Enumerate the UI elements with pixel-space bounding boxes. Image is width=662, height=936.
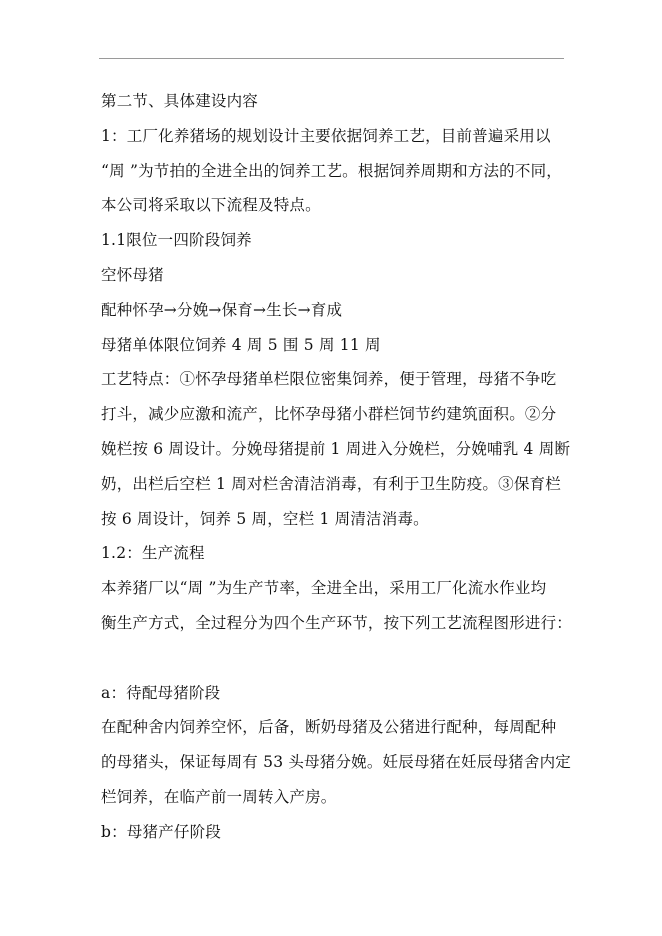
paragraph-line: 奶，出栏后空栏 1 周对栏舍清洁消毒，有利于卫生防疫。③保育栏 xyxy=(101,474,561,493)
paragraph-line: 打斗，减少应激和流产，比怀孕母猪小群栏饲节约建筑面积。②分 xyxy=(101,405,557,424)
header-rule xyxy=(99,58,564,59)
paragraph-line: 娩栏按 6 周设计。分娩母猪提前 1 周进入分娩栏，分娩哺乳 4 周断 xyxy=(101,439,571,458)
stage-heading: b：母猪产仔阶段 xyxy=(101,822,222,841)
paragraph-line: 母猪单体限位饲养 4 周 5 围 5 周 11 周 xyxy=(101,335,381,354)
paragraph-line: 的母猪头，保证每周有 53 头母猪分娩。妊辰母猪在妊辰母猪舍内定 xyxy=(101,753,571,772)
paragraph-line: 工艺特点：①怀孕母猪单栏限位密集饲养，便于管理，母猪不争吃 xyxy=(101,370,557,389)
paragraph-line: 空怀母猪 xyxy=(101,265,164,284)
blank-line xyxy=(101,641,571,676)
paragraph-line: 本公司将采取以下流程及特点。 xyxy=(101,196,321,215)
section-heading: 第二节、具体建设内容 xyxy=(101,92,259,110)
stage-heading: a：待配母猪阶段 xyxy=(101,683,221,702)
paragraph-line: 1：工厂化养猪场的规划设计主要依据饲养工艺，目前普遍采用以 xyxy=(101,126,551,145)
subsection-heading: 1.1限位一四阶段饲养 xyxy=(101,231,252,250)
paragraph-line: 本养猪厂以“周 ”为生产节率，全进全出，采用工厂化流水作业均 xyxy=(101,579,547,598)
process-flow-line: 配种怀孕→分娩→保育→生长→育成 xyxy=(101,300,343,319)
subsection-heading: 1.2：生产流程 xyxy=(101,544,205,563)
paragraph-line: 按 6 周设计，饲养 5 周，空栏 1 周清洁消毒。 xyxy=(101,509,429,528)
paragraph-line: 栏饲养，在临产前一周转入产房。 xyxy=(101,787,337,806)
paragraph-line: 在配种舍内饲养空怀，后备，断奶母猪及公猪进行配种，每周配种 xyxy=(101,718,557,737)
paragraph-line: 衡生产方式，全过程分为四个生产环节，按下列工艺流程图形进行： xyxy=(101,613,573,632)
document-body xyxy=(101,84,571,850)
paragraph-line: “周 ”为节拍的全进全出的饲养工艺。根据饲养周期和方法的不同， xyxy=(101,161,562,180)
